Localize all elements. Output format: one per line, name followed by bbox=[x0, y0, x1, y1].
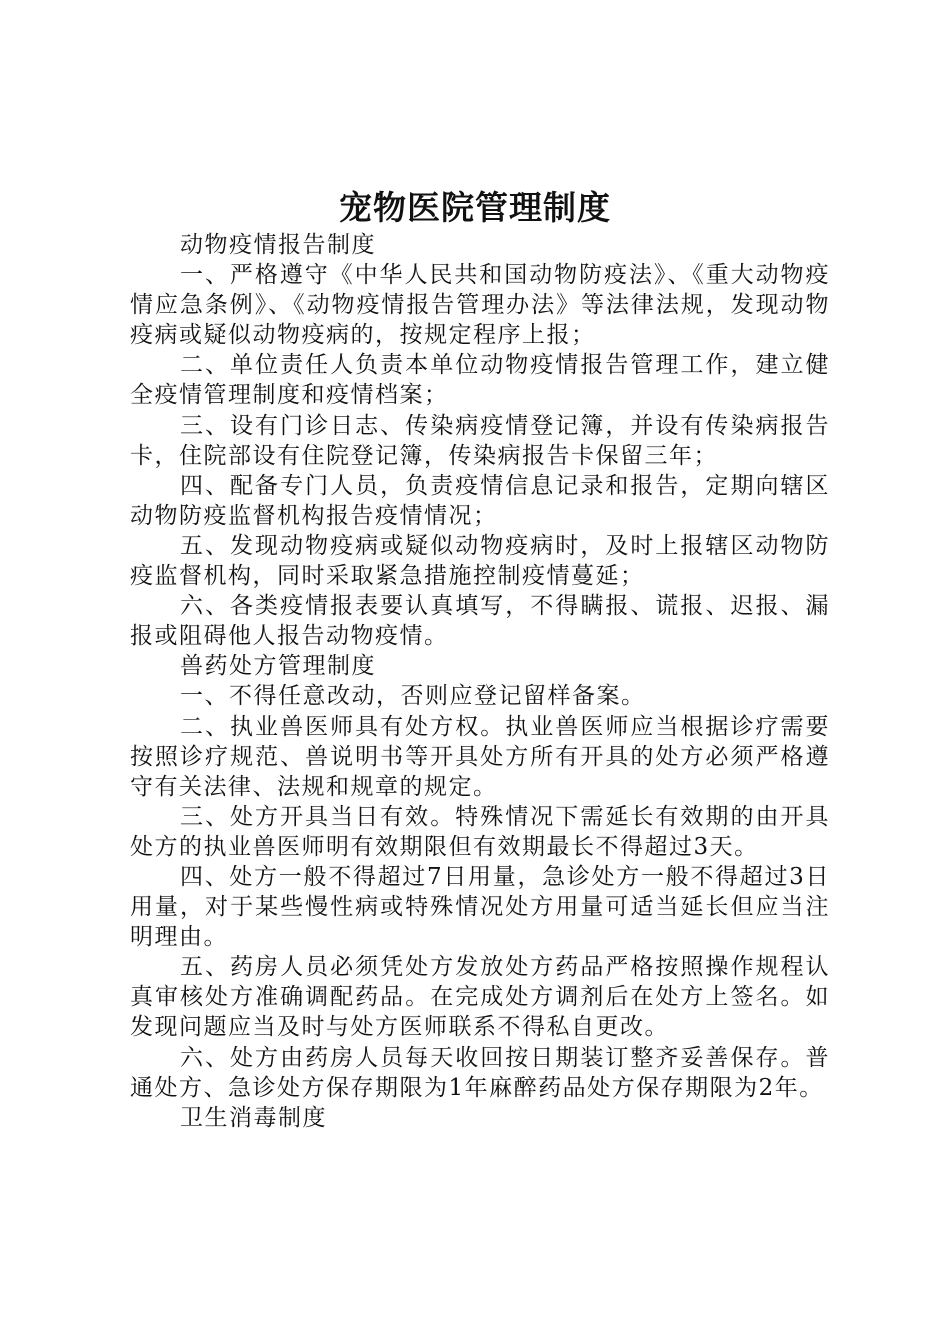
paragraph: 四、配备专门人员，负责疫情信息记录和报告，定期向辖区动物防疫监督机构报告疫情情况； bbox=[130, 472, 830, 529]
section-heading-prescription: 兽药处方管理制度 bbox=[180, 653, 376, 680]
paragraph: 三、设有门诊日志、传染病疫情登记簿，并设有传染病报告卡，住院部设有住院登记簿，传染病报告卡保留三年； bbox=[130, 412, 830, 469]
paragraph: 六、处方由药房人员每天收回按日期装订整齐妥善保存。普通处方、急诊处方保存期限为1年麻醉药品处方保存期限为2年。 bbox=[130, 1044, 830, 1101]
paragraph: 一、严格遵守《中华人民共和国动物防疫法》、《重大动物疫情应急条例》、《动物疫情报告管理办法》等法律法规，发现动物疫病或疑似动物疫病的，按规定程序上报； bbox=[130, 262, 830, 349]
paragraph: 三、处方开具当日有效。特殊情况下需延长有效期的由开具处方的执业兽医师明有效期限但有效期最长不得超过3天。 bbox=[130, 803, 830, 860]
paragraph: 四、处方一般不得超过7日用量，急诊处方一般不得超过3日用量，对于某些慢性病或特殊情况处方用量可适当延长但应当注明理由。 bbox=[130, 863, 830, 951]
document-body bbox=[130, 230, 830, 1133]
paragraph: 二、执业兽医师具有处方权。执业兽医师应当根据诊疗需要按照诊疗规范、兽说明书等开具处方所有开具的处方必须严格遵守有关法律、法规和规章的规定。 bbox=[130, 713, 830, 800]
paragraph: 六、各类疫情报表要认真填写，不得瞒报、谎报、迟报、漏报或阻碍他人报告动物疫情。 bbox=[130, 593, 830, 650]
paragraph: 五、发现动物疫病或疑似动物疫病时，及时上报辖区动物防疫监督机构，同时采取紧急措施控制疫情蔓延； bbox=[130, 532, 830, 590]
paragraph: 二、单位责任人负责本单位动物疫情报告管理工作，建立健全疫情管理制度和疫情档案； bbox=[130, 352, 830, 409]
section-heading-epidemic-report: 动物疫情报告制度 bbox=[180, 232, 376, 258]
paragraph: 一、不得任意改动，否则应登记留样备案。 bbox=[180, 683, 646, 710]
section-heading-hygiene: 卫生消毒制度 bbox=[180, 1104, 327, 1131]
paragraph: 五、药房人员必须凭处方发放处方药品严格按照操作规程认真审核处方准确调配药品。在完成处方调剂后在处方上签名。如发现问题应当及时与处方医师联系不得私自更改。 bbox=[130, 954, 830, 1041]
document-title: 宠物医院管理制度 bbox=[339, 188, 611, 227]
